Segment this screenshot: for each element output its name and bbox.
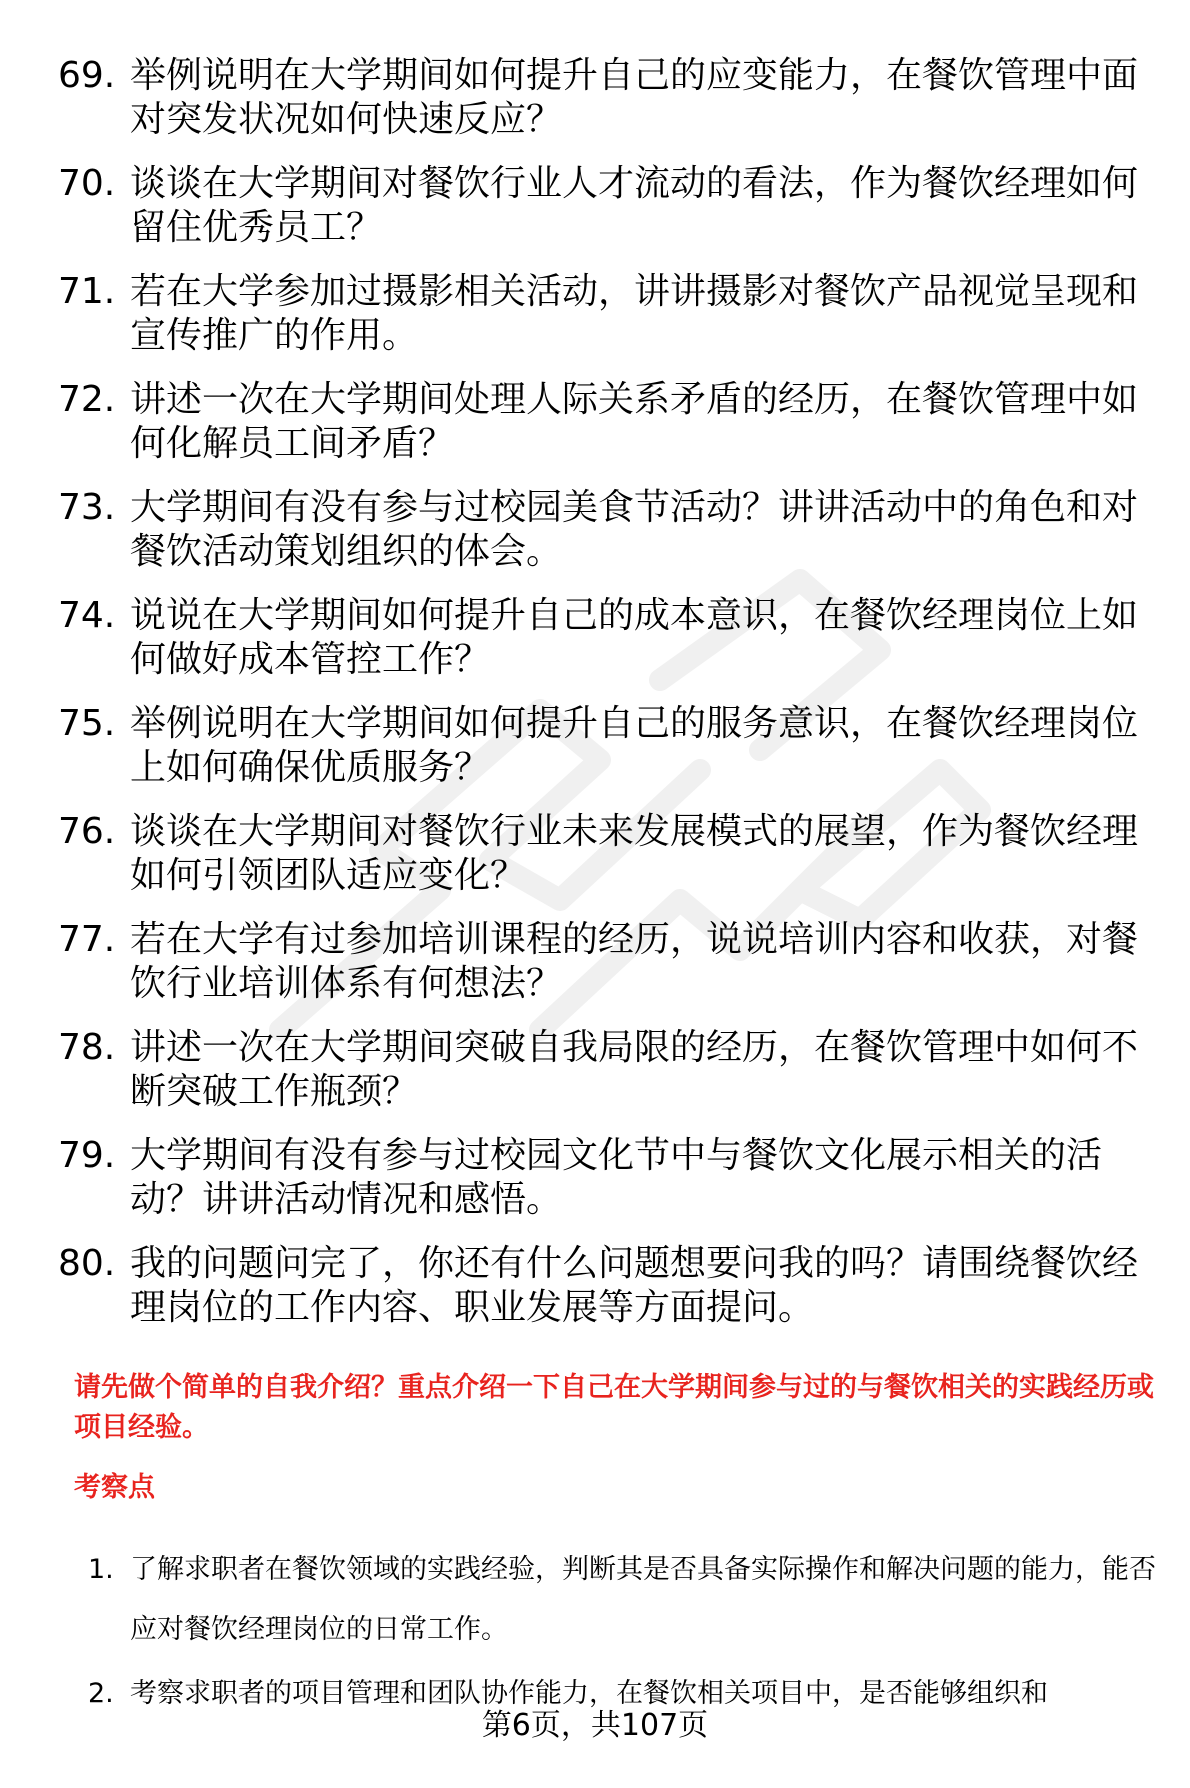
question-text: 谈谈在大学期间对餐饮行业人才流动的看法，作为餐饮经理如何留住优秀员工？: [130, 163, 1139, 248]
list-item: [0, 486, 1190, 594]
question-number: 69.: [58, 55, 116, 96]
list-item: [0, 1540, 1190, 1664]
list-item: [0, 378, 1190, 486]
point-number: 2.: [88, 1678, 114, 1709]
section-title: 考察点: [74, 1472, 155, 1503]
list-item: [0, 918, 1190, 1026]
list-item: [0, 54, 1190, 162]
question-number: 80.: [58, 1243, 116, 1284]
point-text: 考察求职者的项目管理和团队协作能力，在餐饮相关项目中，是否能够组织和: [130, 1678, 1048, 1709]
point-number: 1.: [88, 1554, 114, 1585]
question-text: 我的问题问完了，你还有什么问题想要问我的吗？请围绕餐饮经理岗位的工作内容、职业发展等方面提问。: [130, 1243, 1139, 1328]
question-number: 76.: [58, 811, 116, 852]
question-number: 74.: [58, 595, 116, 636]
question-number: 72.: [58, 379, 116, 420]
question-text: 大学期间有没有参与过校园美食节活动？讲讲活动中的角色和对餐饮活动策划组织的体会。: [130, 487, 1139, 572]
question-number: 79.: [58, 1135, 116, 1176]
question-text: 举例说明在大学期间如何提升自己的应变能力，在餐饮管理中面对突发状况如何快速反应？: [130, 55, 1139, 140]
question-list: [0, 54, 1190, 1350]
question-text: 若在大学有过参加培训课程的经历，说说培训内容和收获，对餐饮行业培训体系有何想法？: [130, 919, 1139, 1004]
question-text: 讲述一次在大学期间处理人际关系矛盾的经历，在餐饮管理中如何化解员工间矛盾？: [130, 379, 1139, 464]
page-footer: 第6页，共107页: [481, 1708, 709, 1743]
question-text: 举例说明在大学期间如何提升自己的服务意识，在餐饮经理岗位上如何确保优质服务？: [130, 703, 1139, 788]
question-text: 说说在大学期间如何提升自己的成本意识，在餐饮经理岗位上如何做好成本管控工作？: [130, 595, 1139, 680]
list-item: [0, 1242, 1190, 1350]
list-item: [0, 1026, 1190, 1134]
list-item: [0, 1134, 1190, 1242]
highlighted-question: 请先做个简单的自我介绍？重点介绍一下自己在大学期间参与过的与餐饮相关的实践经历或项目经验。: [74, 1372, 1154, 1443]
question-number: 73.: [58, 487, 116, 528]
list-item: [0, 594, 1190, 702]
list-item: [0, 810, 1190, 918]
question-number: 71.: [58, 271, 116, 312]
list-item: [0, 702, 1190, 810]
assessment-points-list: [0, 1540, 1190, 1788]
question-text: 谈谈在大学期间对餐饮行业未来发展模式的展望，作为餐饮经理如何引领团队适应变化？: [130, 811, 1139, 896]
question-number: 70.: [58, 163, 116, 204]
point-text: 了解求职者在餐饮领域的实践经验，判断其是否具备实际操作和解决问题的能力，能否应对餐饮经理岗位的日常工作。: [130, 1554, 1156, 1645]
list-item: [0, 270, 1190, 378]
question-number: 78.: [58, 1027, 116, 1068]
question-text: 讲述一次在大学期间突破自我局限的经历，在餐饮管理中如何不断突破工作瓶颈？: [130, 1027, 1139, 1112]
question-text: 若在大学参加过摄影相关活动，讲讲摄影对餐饮产品视觉呈现和宣传推广的作用。: [130, 271, 1139, 356]
question-text: 大学期间有没有参与过校园文化节中与餐饮文化展示相关的活动？讲讲活动情况和感悟。: [130, 1135, 1103, 1220]
question-number: 77.: [58, 919, 116, 960]
list-item: [0, 162, 1190, 270]
question-number: 75.: [58, 703, 116, 744]
